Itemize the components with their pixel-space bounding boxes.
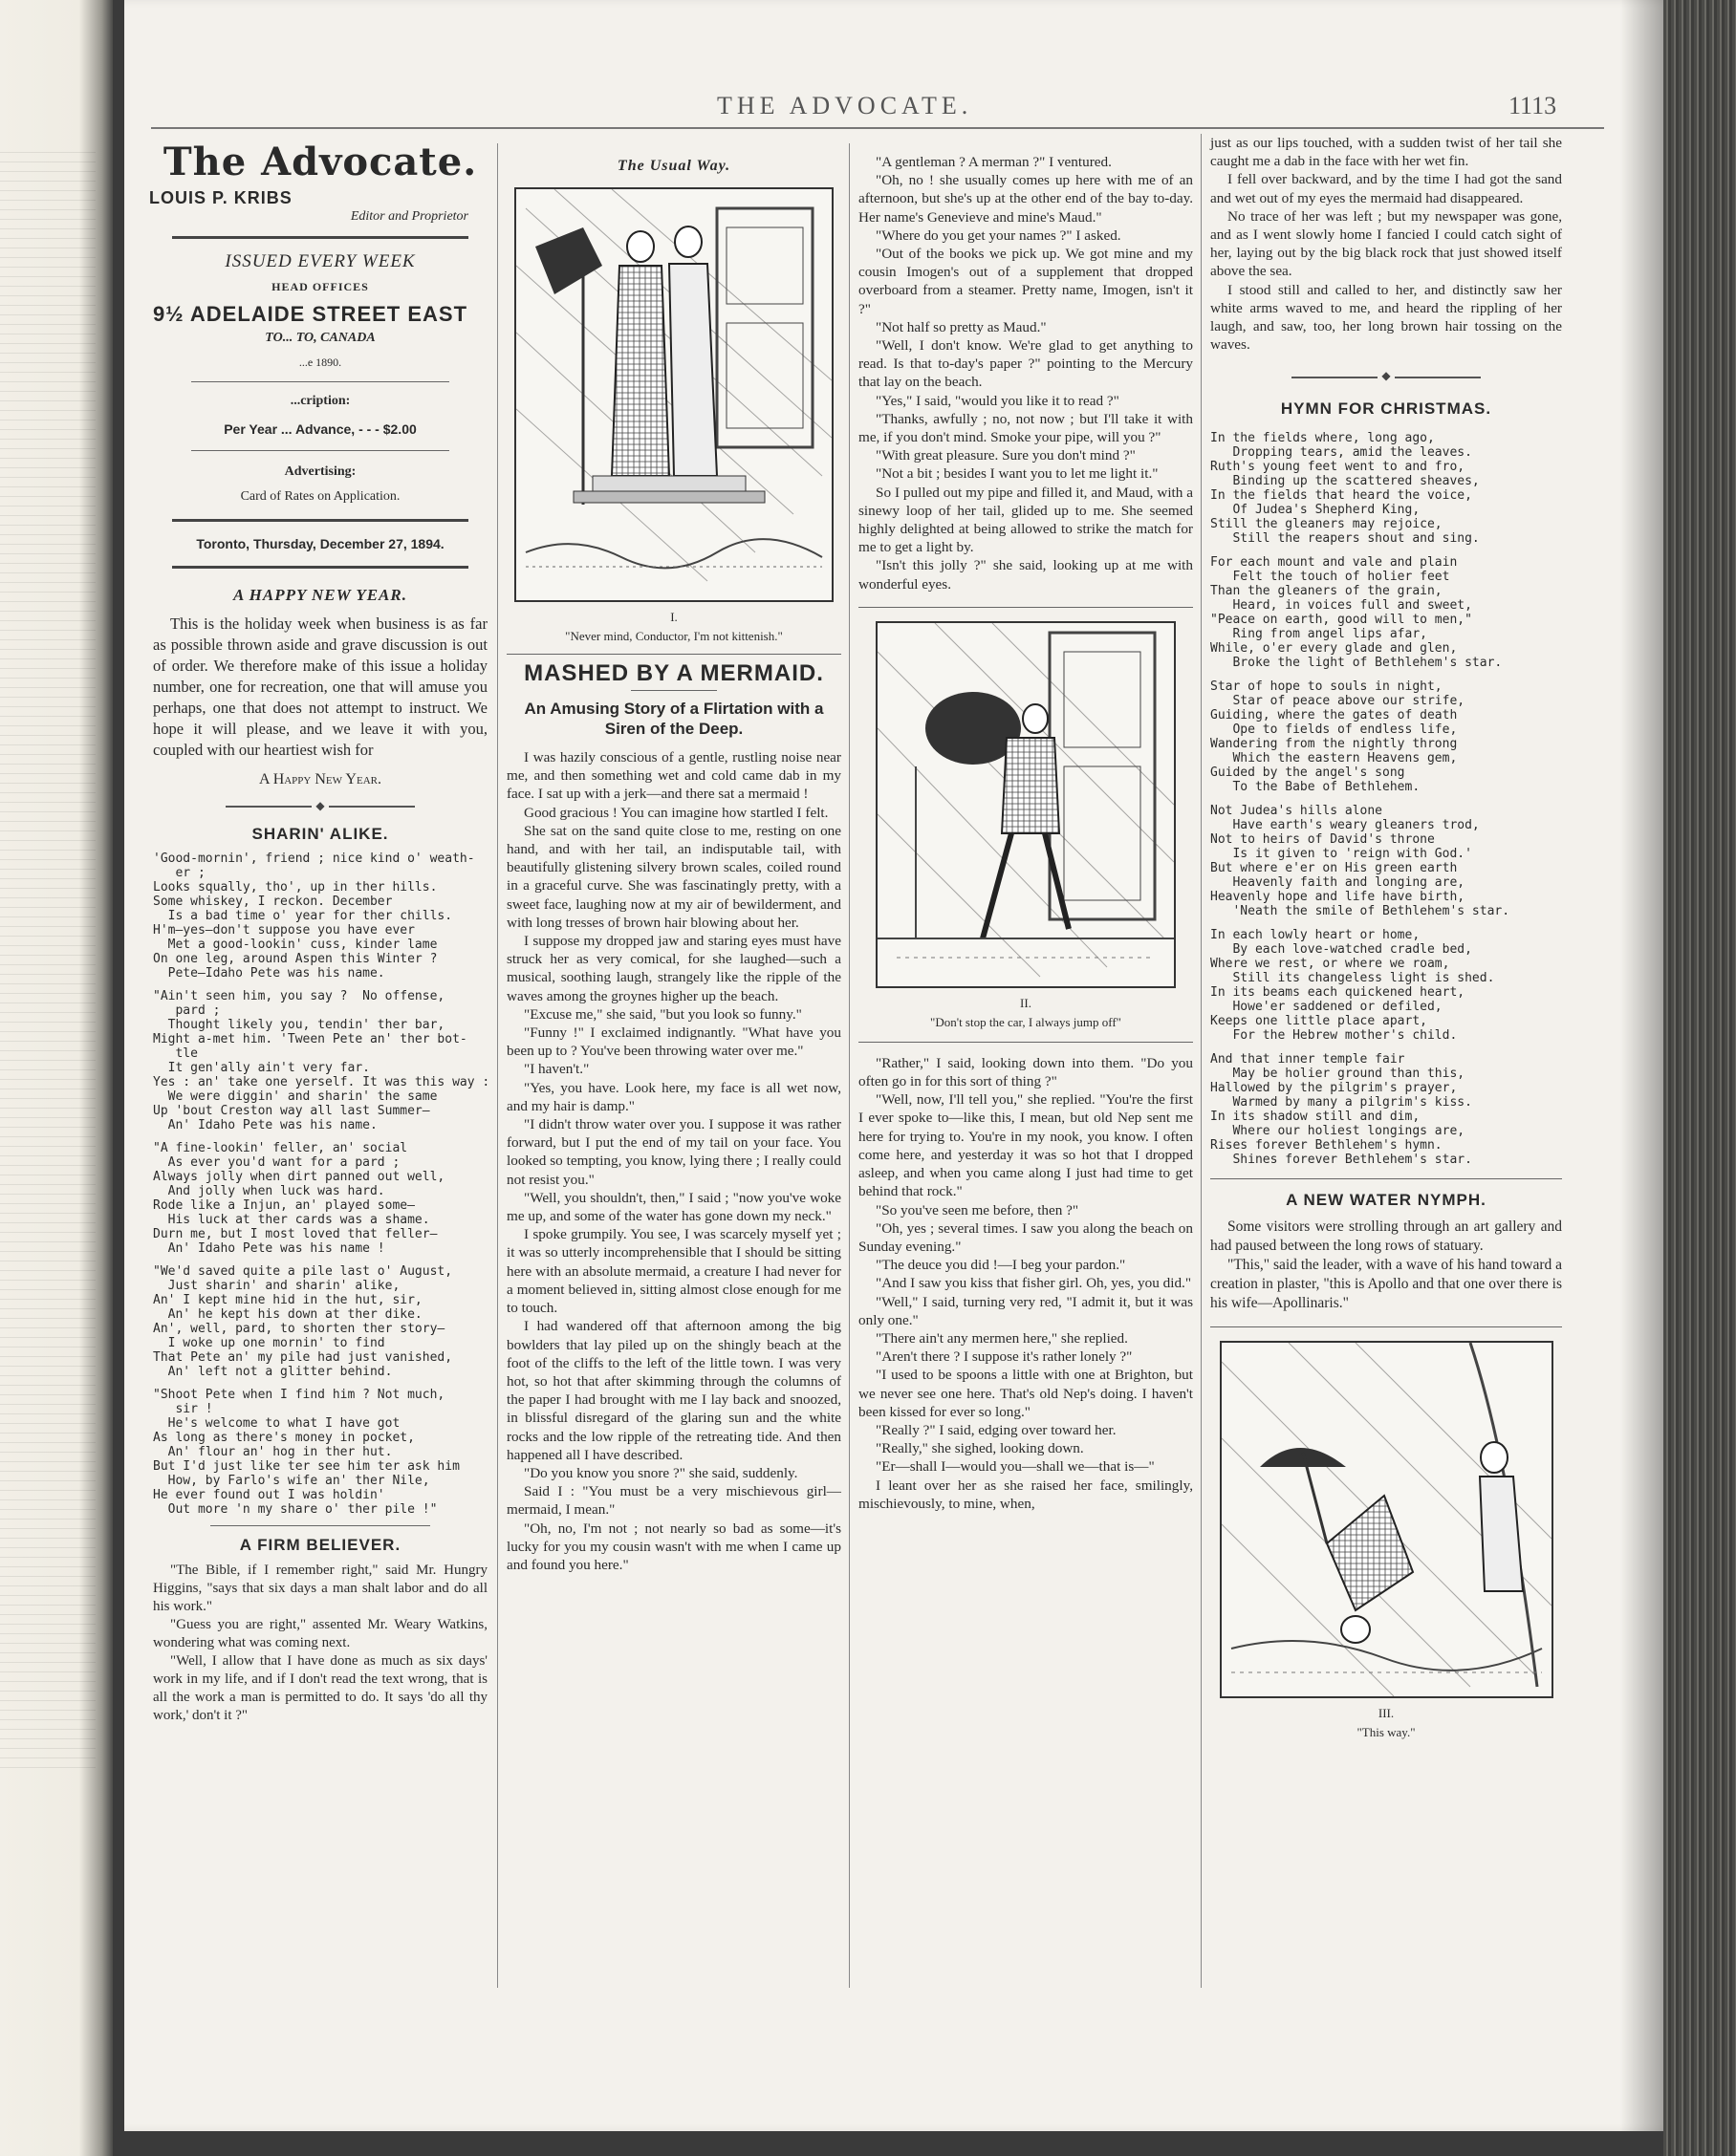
advertising-label: Advertising: — [284, 464, 357, 479]
editor-role: Editor and Proprietor — [350, 209, 468, 224]
story-paragraph: "Well, you shouldn't, then," I said ; "now you've woke me up, and some of the water has gone down my neck." — [507, 1189, 841, 1225]
story-paragraph: "Out of the books we pick up. We got mine and my cousin Imogen's out of a supplement that dropped overboard from a steamer. Pretty name, Imogen, isn't it ?" — [858, 246, 1193, 317]
mermaid-body-col3b — [858, 1054, 1193, 1513]
poem-stanza: "A fine-lookin' feller, an' social As ever you'd want for a pard ; Always jolly when dirt panned out well, And jolly when luck was hard. Rode like a Injun, an' played some— His luck at ther cards was a shame. Durn me, but I most loved that feller— An' Idaho Pete was his name ! — [153, 1140, 445, 1256]
city: TO... TO, CANADA — [265, 331, 376, 345]
story-paragraph: Said I : "You must be a very mischievous girl—mermaid, I mean." — [507, 1483, 841, 1519]
story-paragraph: I was hazily conscious of a gentle, rustling noise near me, and then something wet and cold came dab in my face. I sat up with a jerk—and there sat a mermaid ! — [507, 749, 841, 803]
story-paragraph: "Really," she sighed, looking down. — [876, 1440, 1084, 1457]
illustration-title: The Usual Way. — [617, 158, 731, 174]
illustration-caption: "Never mind, Conductor, I'm not kittenish." — [565, 628, 783, 643]
story-paragraph: I fell over backward, and by the time I had got the sand and wet out of my eyes the mermaid had disappeared. — [1210, 171, 1562, 206]
column-2 — [507, 153, 841, 1574]
masthead-title: The Advocate. — [163, 140, 478, 184]
story-paragraph: Good gracious ! You can imagine how startled I felt. — [524, 804, 829, 821]
story-paragraph: "The deuce you did !—I beg your pardon." — [876, 1257, 1126, 1274]
poem-stanza: "We'd saved quite a pile last o' August, Just sharin' and sharin' alike, An' I kept mine hid in the hut, sir, An' he kept his down at ther dike. An', well, pard, to shorten ther story— I woke up one mornin' to find That Pete an' my pile had just vanished, An' left not a glitter behind. — [153, 1263, 453, 1379]
article-paragraph: "The Bible, if I remember right," said Mr. Hungry Higgins, "says that six days a man shalt labor and do all his work." — [153, 1563, 488, 1614]
story-paragraph: "Where do you get your names ?" I asked. — [876, 226, 1121, 244]
poem-stanza: Star of hope to souls in night, Star of peace above our strife, Guiding, where the gates of death Ope to fields of endless life, Wandering from the nightly throng Which the eastern Heavens gem, Guided by the angel's song To the Babe of Bethlehem. — [1210, 679, 1465, 795]
hymn-title: HYMN FOR CHRISTMAS. — [1280, 399, 1492, 418]
streetcar-illustration-2 — [876, 621, 1176, 988]
story-paragraph: "With great pleasure. Sure you don't mind ?" — [876, 447, 1136, 464]
mermaid-subtitle: An Amusing Story of a Flirtation with a Siren of the Deep. — [524, 700, 824, 738]
story-paragraph: "Really ?" I said, edging over toward her. — [876, 1421, 1117, 1438]
poem-stanza: 'Good-mornin', friend ; nice kind o' weath- er ; Looks squally, tho', up in ther hills. Some whiskey, I reckon. December Is a bad time o' year for ther chills. H'm—yes—don't suppose you have ever Met a good-lookin' cuss, kinder lame On one leg, around Aspen this Winter ? Pete—Idaho Pete was his name. — [153, 851, 475, 981]
established: ...e 1890. — [298, 355, 342, 369]
mermaid-title: MASHED BY A MERMAID. — [524, 659, 824, 686]
story-paragraph: "Aren't there ? I suppose it's rather lonely ?" — [876, 1348, 1133, 1366]
head-offices: HEAD OFFICES — [271, 280, 369, 293]
story-paragraph: "I used to be spoons a little with one at Brighton, but we never see one here. That's old Nep's doing. I haven't been kissed for ever so long." — [858, 1367, 1193, 1420]
facing-page-edge — [0, 0, 113, 2156]
story-paragraph: "I didn't throw water over you. I suppose it was rather forward, but I put the end of my tail on your face. You looked so tempting, you know, lying there ; I really could not resist you." — [507, 1116, 841, 1188]
running-title: THE ADVOCATE. — [717, 92, 973, 119]
column-divider — [497, 143, 498, 1988]
firm-believer-title: A FIRM BELIEVER. — [239, 1535, 401, 1554]
story-paragraph: "Well, I don't know. We're glad to get anything to read. Is that to-day's paper ?" pointing to the Mercury that lay on the beach. — [858, 337, 1193, 391]
story-paragraph: "Funny !" I exclaimed indignantly. "What have you been up to ? You've been throwing water over me." — [507, 1024, 841, 1060]
column-divider — [1201, 134, 1202, 1988]
story-paragraph: "Isn't this jolly ?" she said, looking up at me with wonderful eyes. — [858, 557, 1193, 593]
happy-new-year-body: This is the holiday week when business is as far as possible thrown aside and grave discussion is out of order. We therefore make of this issue a holiday number, one for recreation, one that will amuse you perhaps, one that does not attempt to instruct. We hope it will please, and we leave it with you, coupled with our heartiest wish for — [153, 614, 488, 759]
sharin-alike-title: SHARIN' ALIKE. — [251, 825, 389, 843]
illustration-numeral: III. — [1378, 1705, 1395, 1720]
column-1 — [149, 140, 490, 1725]
story-paragraph: "Do you know you snore ?" she said, suddenly. — [524, 1464, 798, 1481]
story-paragraph: "Yes," I said, "would you like it to read ?" — [876, 392, 1119, 409]
jumping-man-illustration-icon — [878, 623, 1174, 986]
illustration-caption: "This way." — [1356, 1724, 1416, 1739]
dateline: Toronto, Thursday, December 27, 1894. — [196, 536, 445, 551]
story-paragraph: "Oh, no, I'm not ; not nearly so bad as some—it's lucky for you my cousin wasn't with me when I came up and found you here." — [507, 1520, 841, 1573]
water-nymph-title: A NEW WATER NYMPH. — [1286, 1191, 1486, 1210]
article-paragraph: "Guess you are right," assented Mr. Weary Watkins, wondering what was coming next. — [153, 1617, 488, 1650]
mermaid-body-col3 — [858, 153, 1193, 593]
falling-man-illustration-icon — [1222, 1343, 1552, 1696]
illustration-numeral: II. — [1020, 995, 1031, 1010]
illustration-numeral: I. — [670, 609, 678, 624]
story-paragraph: I stood still and called to her, and distinctly saw her white arms waved to me, and heard the rippling of her laugh, and saw, too, her long brown hair tossing on the waves. — [1210, 281, 1562, 354]
story-paragraph: "Excuse me," she said, "but you look so funny." — [524, 1005, 802, 1023]
story-paragraph: I had wandered off that afternoon among the big bowlders that lay piled up on the shingly beach at the foot of the cliffs to the left of the little town. I was very hot, so hot that after skimming through the columns of the paper I had brought with me I lay back and snoozed, in blissful disregard of the glaring sun and the white rocks and the low ripple of the retreating tide. And then happened all I have described. — [507, 1318, 841, 1463]
ornament-divider: ◆ — [153, 797, 488, 816]
story-paragraph: I leant over her as she raised her face, smilingly, mischievously, to mine, when, — [858, 1477, 1193, 1512]
story-paragraph: No trace of her was left ; but my newspaper was gone, and as I went slowly home I fancied I could catch sight of her, laying out by the big black rock that just showed itself above the sea. — [1210, 207, 1562, 280]
poem-stanza: And that inner temple fair May be holier ground than this, Hallowed by the pilgrim's prayer, Warmed by many a pilgrim's kiss. In its shadow still and dim, Where our holiest longings are, Rises forever Bethlehem's hymn. Shines forever Bethlehem's star. — [1210, 1052, 1472, 1168]
page-number: 1113 — [1508, 92, 1557, 119]
poem-stanza: "Shoot Pete when I find him ? Not much, sir ! He's welcome to what I have got As long as there's money in pocket, An' flour an' hog in ther hut. But I'd just like ter see him ter ask him How, by Farlo's wife an' ther Nile, He ever found out I was holdin' Out more 'n my share o' ther pile !" — [153, 1387, 460, 1517]
editor-name: LOUIS P. KRIBS — [149, 187, 293, 207]
story-paragraph: "A gentleman ? A merman ?" I ventured. — [876, 154, 1112, 170]
column-4 — [1210, 134, 1562, 1740]
mermaid-body-col2 — [507, 748, 841, 1574]
story-paragraph: "Oh, no ! she usually comes up here with me of an afternoon, but she's up at the other end of the bay to-day. Her name's Genevieve and mine's Maud." — [858, 172, 1193, 226]
story-paragraph: "Not half so pretty as Maud." — [876, 318, 1047, 335]
poem-stanza: For each mount and vale and plain Felt the touch of holier feet Than the gleaners of the grain, Heard, in voices full and sweet, "Peace on earth, good will to men," Ring from angel lips afar, While, o'er every glade and glen, Broke the light of Bethlehem's star. — [1210, 555, 1503, 671]
poem-stanza: "Ain't seen him, you say ? No offense, pard ; Thought likely you, tendin' ther bar, Might a-met him. 'Tween Pete an' ther bot- tle It gen'ally ain't very far. Yes : an' take one yerself. It was this way : We were diggin' and sharin' the same Up 'bout Creston way all last Summer— An' Idaho Pete was his name. — [153, 988, 490, 1132]
issued-line: ISSUED EVERY WEEK — [225, 250, 416, 271]
story-paragraph: I spoke grumpily. You see, I was scarcely myself yet ; it was so utterly incomprehensible that I should be sitting here with an absolute mermaid, a creature I had never for a moment believed in, sitting almost close enough for me to touch. — [507, 1226, 841, 1317]
story-paragraph: "Yes, you have. Look here, my face is all wet now, and my hair is damp." — [507, 1079, 841, 1114]
subscription-price: Per Year ... Advance, - - - $2.00 — [224, 420, 417, 437]
poem-stanza: In each lowly heart or home, By each love-watched cradle bed, Where we rest, or where we roam, Still its changeless light is shed. In its beams each quickened heart, Howe'er saddened or defiled, Keeps one little place apart, For the Hebrew mother's child. — [1210, 928, 1495, 1044]
story-paragraph: "There ain't any mermen here," she replied. — [876, 1329, 1128, 1347]
ornament-divider: ◆ — [1210, 367, 1562, 386]
happy-new-year-title: A HAPPY NEW YEAR. — [232, 585, 407, 604]
address: 9½ ADELAIDE STREET EAST — [153, 301, 468, 326]
story-paragraph: "Thanks, awfully ; no, not now ; but I'll take it with me, if you don't mind. Smoke your pipe, will you ?" — [858, 410, 1193, 446]
story-paragraph: "And I saw you kiss that fisher girl. Oh, yes, you did." — [876, 1275, 1192, 1292]
story-paragraph: I suppose my dropped jaw and staring eyes must have struck her as very comical, for she laughed—such a musical, soothing laugh, strangely like the ripple of the waves among the groynes higher up the beach. — [507, 933, 841, 1004]
story-paragraph: "Not a bit ; besides I want you to let me light it." — [876, 465, 1159, 483]
mermaid-body-col4 — [1210, 134, 1562, 354]
advertising-line: Card of Rates on Application. — [240, 488, 401, 504]
story-paragraph: "Well, now, I'll tell you," she replied. "You're the first I ever spoke to—like this, I mean, but old Nep sent me here for trying to. You're in my nook, you know. I often come here, and yesterday it was so hot that I dropped asleep, and when you came along I just had time to get behind that rock." — [858, 1091, 1193, 1200]
sharin-alike-poem — [153, 852, 488, 1517]
story-paragraph: "Well," I said, turning very red, "I admit it, but it was only one." — [858, 1293, 1193, 1328]
page-edge-stack — [1663, 0, 1736, 2156]
story-paragraph: just as our lips touched, with a sudden twist of her tail she caught me a dab in the face with her wet fin. — [1210, 135, 1562, 170]
story-paragraph: "Er—shall I—would you—shall we—that is—" — [876, 1458, 1155, 1476]
article-paragraph: "Well, I allow that I have done as much as six days' work in my life, and if I don't read the text wrong, that is all the work a man is permitted to do. It says 'do all thy work,' don't it ?" — [153, 1653, 488, 1723]
illustration-caption: "Don't stop the car, I always jump off" — [930, 1014, 1121, 1029]
column-3 — [858, 153, 1193, 1513]
conductor-illustration-icon — [516, 189, 832, 600]
header-rule — [151, 127, 1604, 129]
subscription-label: ...cription: — [290, 394, 351, 408]
story-paragraph: "Rather," I said, looking down into them. "Do you often go in for this sort of thing ?" — [858, 1054, 1193, 1090]
hymn-poem — [1210, 431, 1562, 1167]
story-paragraph: "I haven't." — [524, 1061, 590, 1078]
streetcar-illustration-3 — [1220, 1341, 1553, 1698]
happy-new-year-closing: A Happy New Year. — [259, 771, 381, 787]
poem-stanza: In the fields where, long ago, Dropping tears, amid the leaves. Ruth's young feet went to and fro, Binding up the scattered sheaves, In the fields that heard the voice, Of Judea's Shepherd King, Still the gleaners may rejoice, Still the reapers shout and sing. — [1210, 431, 1480, 547]
streetcar-illustration-1 — [514, 187, 834, 602]
story-paragraph: "So you've seen me before, then ?" — [876, 1201, 1079, 1218]
poem-stanza: Not Judea's hills alone Have earth's weary gleaners trod, Not to heirs of David's throne Is it given to 'reign with God.' But where e'er on His green earth Heavenly faith and longing are, Heavenly hope and life have birth, 'Neath the smile of Bethlehem's star. — [1210, 804, 1510, 919]
story-paragraph: So I pulled out my pipe and filled it, and Maud, with a sinewy loop of her tail, glided up to me. She seemed highly delighted at being allowed to strike the match for me to get a light by. — [858, 484, 1193, 556]
article-paragraph: "This," said the leader, with a wave of his hand toward a creation in plaster, "this is Apollo and that one over there is his wife—Apollinaris." — [1210, 1256, 1562, 1311]
column-divider — [849, 143, 850, 1988]
article-paragraph: Some visitors were strolling through an art gallery and had paused between the long rows of statuary. — [1210, 1218, 1562, 1254]
story-paragraph: "Oh, yes ; several times. I saw you along the beach on Sunday evening." — [858, 1219, 1193, 1255]
story-paragraph: She sat on the sand quite close to me, resting on one hand, and with her tail, an indisputable tail, with beautifully glistening silvery brown scales, coiled round in a graceful curve. She was fascinatingly pretty, with a sweet face, laughing now at my air of bewilderment, and with long tresses of brown hair blowing about her. — [507, 822, 841, 931]
